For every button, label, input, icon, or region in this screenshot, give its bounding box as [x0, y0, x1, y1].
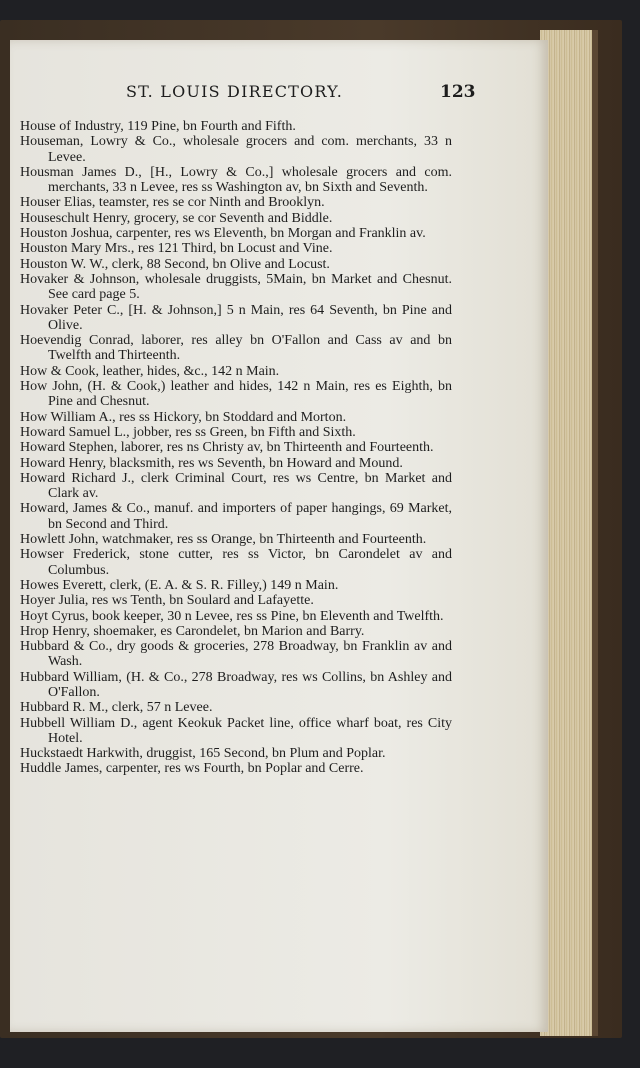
- directory-entry: House of Industry, 119 Pine, bn Fourth and Fifth.: [20, 119, 296, 134]
- running-title: ST. LOUIS DIRECTORY.: [126, 82, 344, 101]
- directory-entry: Houser Elias, teamster, res se cor Ninth and Brooklyn.: [20, 195, 325, 211]
- directory-entry: Howard Henry, blacksmith, res ws Seventh, bn Howard and Mound.: [20, 455, 403, 471]
- directory-entry: Howes Everett, clerk, (E. A. & S. R. Filley,) 149 n Main.: [20, 577, 339, 593]
- directory-entry: Huckstaedt Harkwith, druggist, 165 Second, bn Plum and Poplar.: [20, 746, 386, 762]
- directory-entry: How William A., res ss Hickory, bn Stoddard and Morton.: [20, 409, 347, 425]
- directory-entry: How & Cook, leather, hides, &c., 142 n Main.: [20, 363, 280, 379]
- directory-entry: Howard, James & Co., manuf. and importers of paper hangings, 69 Market, bn Second and Third.: [20, 501, 452, 532]
- directory-entry: Hubbard R. M., clerk, 57 n Levee.: [20, 700, 213, 716]
- directory-entry: Hubbard & Co., dry goods & groceries, 278 Broadway, bn Franklin av and Wash.: [20, 639, 452, 670]
- directory-entry: Howlett John, watchmaker, res ss Orange, bn Thirteenth and Fourteenth.: [20, 532, 427, 548]
- directory-entry: Hoevendig Conrad, laborer, res alley bn O'Fallon and Cass av and bn Twelfth and Thirteenth.: [20, 333, 452, 364]
- directory-entry: Hubbard William, (H. & Co., 278 Broadway, res ws Collins, bn Ashley and O'Fallon.: [20, 669, 452, 700]
- directory-entry: Houston Joshua, carpenter, res ws Eleventh, bn Morgan and Franklin av.: [20, 226, 426, 242]
- directory-entry: Hoyer Julia, res ws Tenth, bn Soulard and Lafayette.: [20, 593, 314, 609]
- directory-entry: Houseschult Henry, grocery, se cor Seventh and Biddle.: [20, 210, 333, 226]
- directory-entry: Howard Samuel L., jobber, res ss Green, bn Fifth and Sixth.: [20, 424, 356, 440]
- directory-entry: Houseman, Lowry & Co., wholesale grocers and com. merchants, 33 n Levee.: [20, 134, 452, 165]
- directory-entry: Huddle James, carpenter, res ws Fourth, bn Poplar and Cerre.: [20, 761, 364, 777]
- directory-entry: Houston W. W., clerk, 88 Second, bn Olive and Locust.: [20, 256, 330, 272]
- directory-entry: Houston Mary Mrs., res 121 Third, bn Locust and Vine.: [20, 241, 333, 257]
- page-edges: [540, 30, 598, 1036]
- directory-entry: Hrop Henry, shoemaker, es Carondelet, bn Marion and Barry.: [20, 623, 365, 639]
- directory-entry: Hubbell William D., agent Keokuk Packet line, office wharf boat, res City Hotel.: [20, 715, 452, 746]
- directory-entry: Hoyt Cyrus, book keeper, 30 n Levee, res ss Pine, bn Eleventh and Twelfth.: [20, 608, 444, 624]
- directory-entry: Howard Stephen, laborer, res ns Christy av, bn Thirteenth and Fourteenth.: [20, 440, 434, 456]
- directory-entry: Howser Frederick, stone cutter, res ss Victor, bn Carondelet av and Columbus.: [20, 547, 452, 578]
- directory-entry: Housman James D., [H., Lowry & Co.,] wholesale grocers and com. merchants, 33 n Levee, res ss Washington av, bn Sixth and Seventh.: [20, 164, 452, 196]
- directory-entries: [20, 119, 452, 777]
- directory-entry: Hovaker Peter C., [H. & Johnson,] 5 n Main, res 64 Seventh, bn Pine and Olive.: [20, 302, 452, 333]
- page-number: 123: [440, 82, 476, 102]
- page-header: [0, 82, 640, 112]
- directory-entry: Howard Richard J., clerk Criminal Court, res ws Centre, bn Market and Clark av.: [20, 470, 452, 502]
- directory-entry: Hovaker & Johnson, wholesale druggists, 5Main, bn Market and Chesnut. See card page 5.: [20, 271, 452, 303]
- directory-entry: How John, (H. & Cook,) leather and hides, 142 n Main, res es Eighth, bn Pine and Chesnut.: [20, 379, 452, 410]
